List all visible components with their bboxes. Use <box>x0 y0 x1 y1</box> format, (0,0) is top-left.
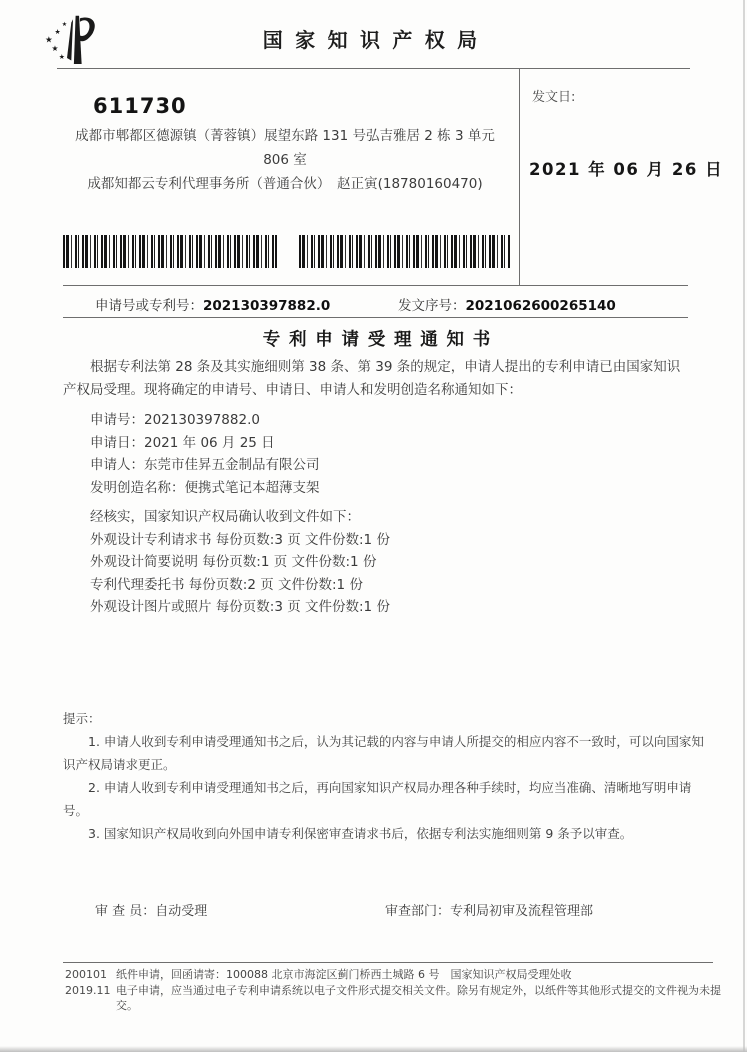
field-value: 2021 年 06 月 25 日 <box>144 434 275 451</box>
svg-text:★: ★ <box>51 44 59 54</box>
note-item: 3. 国家知识产权局收到向外国申请专利保密审查请求书后，依据专利法实施细则第 9 条予以审查。 <box>88 826 633 841</box>
header-rule <box>57 68 690 69</box>
field-applicant <box>63 454 692 477</box>
notes-label: 提示： <box>63 711 101 726</box>
field-application-number <box>63 409 692 432</box>
note-item: 1. 申请人收到专利申请受理通知书之后，认为其记载的内容与申请人所提交的相应内容不一致时，可以向国家知识产权局请求更正。 <box>63 734 704 772</box>
confirmation-line: 经核实，国家知识产权局确认收到文件如下： <box>90 509 360 525</box>
body-paragraph: 根据专利法第 28 条及其实施细则第 38 条、第 39 条的规定，申请人提出的专利申请已由国家知识产权局受理。现将确定的申请号、申请日、申请人和发明创造名称通知如下： <box>63 359 681 398</box>
field-invention-title <box>63 477 692 500</box>
field-value: 便携式笔记本超薄支架 <box>184 479 320 496</box>
dispatch-box-left-border <box>519 68 520 285</box>
svg-text:★: ★ <box>61 21 68 29</box>
address-line: 成都知都云专利代理事务所（普通合伙） 赵正寅(18780160470) <box>87 176 483 192</box>
department-row <box>385 900 593 919</box>
application-number-value: 202130397882.0 <box>203 298 331 314</box>
field-value: 东莞市佳昇五金制品有限公司 <box>144 457 320 473</box>
field-application-date <box>63 432 692 455</box>
barcode-serial-number <box>299 235 511 268</box>
document-item: 外观设计专利请求书 每份页数:3 页 文件份数:1 份 <box>90 531 390 548</box>
notes-section <box>63 707 715 845</box>
address-line: 806 室 <box>263 152 307 168</box>
footer-form-codes <box>65 967 111 998</box>
application-number-row <box>95 294 330 314</box>
mailing-code: 611730 <box>93 94 187 118</box>
barcode-application-number <box>63 235 277 268</box>
field-label: 申请人： <box>90 457 144 473</box>
document-item: 专利代理委托书 每份页数:2 页 文件份数:1 份 <box>90 576 363 593</box>
document-item: 外观设计图片或照片 每份页数:3 页 文件份数:1 份 <box>90 599 390 615</box>
footer-code: 2019.11 <box>65 983 111 997</box>
svg-text:★: ★ <box>45 35 53 46</box>
svg-text:★: ★ <box>54 27 61 36</box>
svg-text:★: ★ <box>58 52 65 61</box>
note-item: 2. 申请人收到专利申请受理通知书之后，再向国家知识产权局办理各种手续时，均应当准确、清晰地写明申请号。 <box>63 780 692 818</box>
office-name-title: 国家知识产权局 <box>262 28 490 52</box>
examiner-label: 审 查 员： <box>95 904 156 919</box>
cnipa-logo-icon <box>36 6 98 72</box>
address-line: 成都市郫都区德源镇（菁蓉镇）展望东路 131 号弘吉雅居 2 栋 3 单元 <box>75 128 495 144</box>
notice-body <box>63 356 692 619</box>
barcode-bottom-rule <box>63 285 688 286</box>
page-right-edge <box>743 0 745 1052</box>
department-value: 专利局初审及流程管理部 <box>450 904 594 919</box>
field-label: 发明创造名称： <box>90 479 185 496</box>
document-item: 外观设计简要说明 每份页数:1 页 文件份数:1 份 <box>90 554 377 570</box>
footer-line: 电子申请，应当通过电子专利申请系统以电子文件形式提交相关文件。除另有规定外，以纸件等其他形式提交的文件视为未提交。 <box>116 983 721 1012</box>
serial-number-value: 2021062600265140 <box>465 298 616 314</box>
page-bottom-edge <box>0 1046 747 1052</box>
field-value: 202130397882.0 <box>144 412 260 428</box>
footer-code: 200101 <box>65 968 107 981</box>
footer-line: 纸件申请，回函请寄：100088 北京市海淀区蓟门桥西土城路 6 号 国家知识产权局受理处收 <box>116 968 572 981</box>
footer-rule <box>63 962 713 963</box>
examiner-row <box>95 900 207 919</box>
examiner-value: 自动受理 <box>155 904 208 919</box>
application-number-label: 申请号或专利号： <box>95 298 203 314</box>
dispatch-date-value: 2021 年 06 月 26 日 <box>529 160 724 179</box>
notice-title: 专利申请受理通知书 <box>262 330 499 350</box>
footer-instructions <box>116 967 740 1014</box>
serial-number-label: 发文序号： <box>398 298 466 314</box>
field-label: 申请日： <box>90 434 144 451</box>
field-label: 申请号： <box>90 412 144 428</box>
department-label: 审查部门： <box>385 904 451 919</box>
recipient-address-block <box>60 124 510 196</box>
dispatch-date-label: 发文日: <box>532 90 576 105</box>
numbers-row-bottom-rule <box>63 317 688 318</box>
serial-number-row <box>398 294 616 314</box>
